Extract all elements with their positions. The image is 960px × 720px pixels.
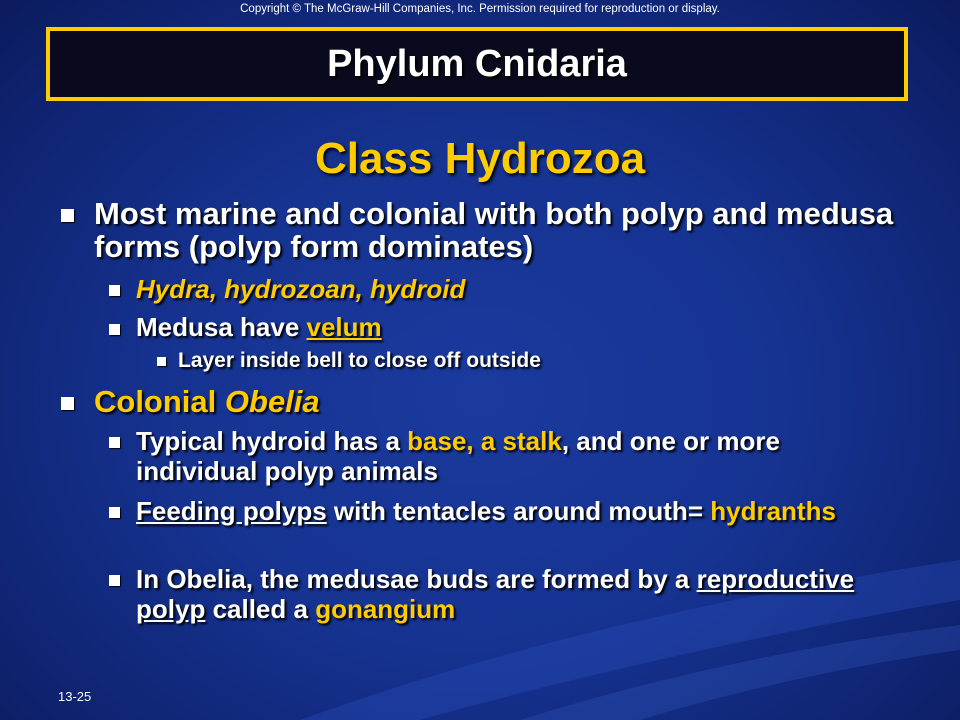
bullet-square: [109, 437, 120, 448]
bullet-typical-hydroid: [136, 426, 896, 486]
bullet-text: called a: [205, 594, 316, 624]
bullet-layer-inside-bell: Layer inside bell to close off outside: [178, 349, 541, 372]
bullet-text: Medusa have: [136, 312, 307, 342]
term-reproductive-polyp: reproductive polyp: [136, 564, 855, 624]
bullet-square: [109, 285, 120, 296]
bullet-square: [157, 357, 166, 366]
bullet-square: [109, 324, 120, 335]
bullet-square: [61, 397, 74, 410]
bullet-square: [61, 209, 74, 222]
bullet-text: In Obelia, the medusae buds are formed by a: [136, 564, 697, 594]
term-velum: velum: [306, 312, 382, 342]
bullet-text: with tentacles around mouth=: [326, 496, 711, 526]
bullet-text: Typical hydroid has a: [136, 426, 408, 456]
title-box: [46, 27, 908, 101]
bullet-in-obelia: [136, 564, 896, 624]
term-feeding-polyps: Feeding polyps: [136, 496, 327, 526]
term-gonangium: gonangium: [315, 594, 456, 624]
copyright-notice: Copyright © The McGraw-Hill Companies, Inc. Permission required for reproduction or display.: [240, 3, 720, 15]
bullet-text: Colonial: [94, 384, 225, 419]
slide-number: 13-25: [58, 689, 92, 704]
bullet-medusa-velum: [136, 312, 382, 342]
term-base-stalk: base, a stalk: [407, 426, 562, 456]
bullet-square: [109, 507, 120, 518]
term-hydranths: hydranths: [710, 496, 836, 526]
bullet-text: [94, 197, 924, 263]
bullet-hydra: Hydra, hydrozoan, hydroid: [136, 274, 466, 304]
term-obelia: Obelia: [224, 384, 320, 419]
bullet-square: [109, 575, 120, 586]
bullet-colonial-obelia: [94, 385, 320, 418]
section-heading: Class Hydrozoa: [314, 134, 646, 183]
bullet-feeding-polyps: [136, 496, 896, 526]
bullet-marine-colonial: Most marine and colonial with both polyp and medusa forms (polyp form dominates): [94, 196, 894, 264]
bullet-text: , and one or more individual polyp animals: [136, 426, 780, 486]
page-title: Phylum Cnidaria: [327, 42, 627, 85]
